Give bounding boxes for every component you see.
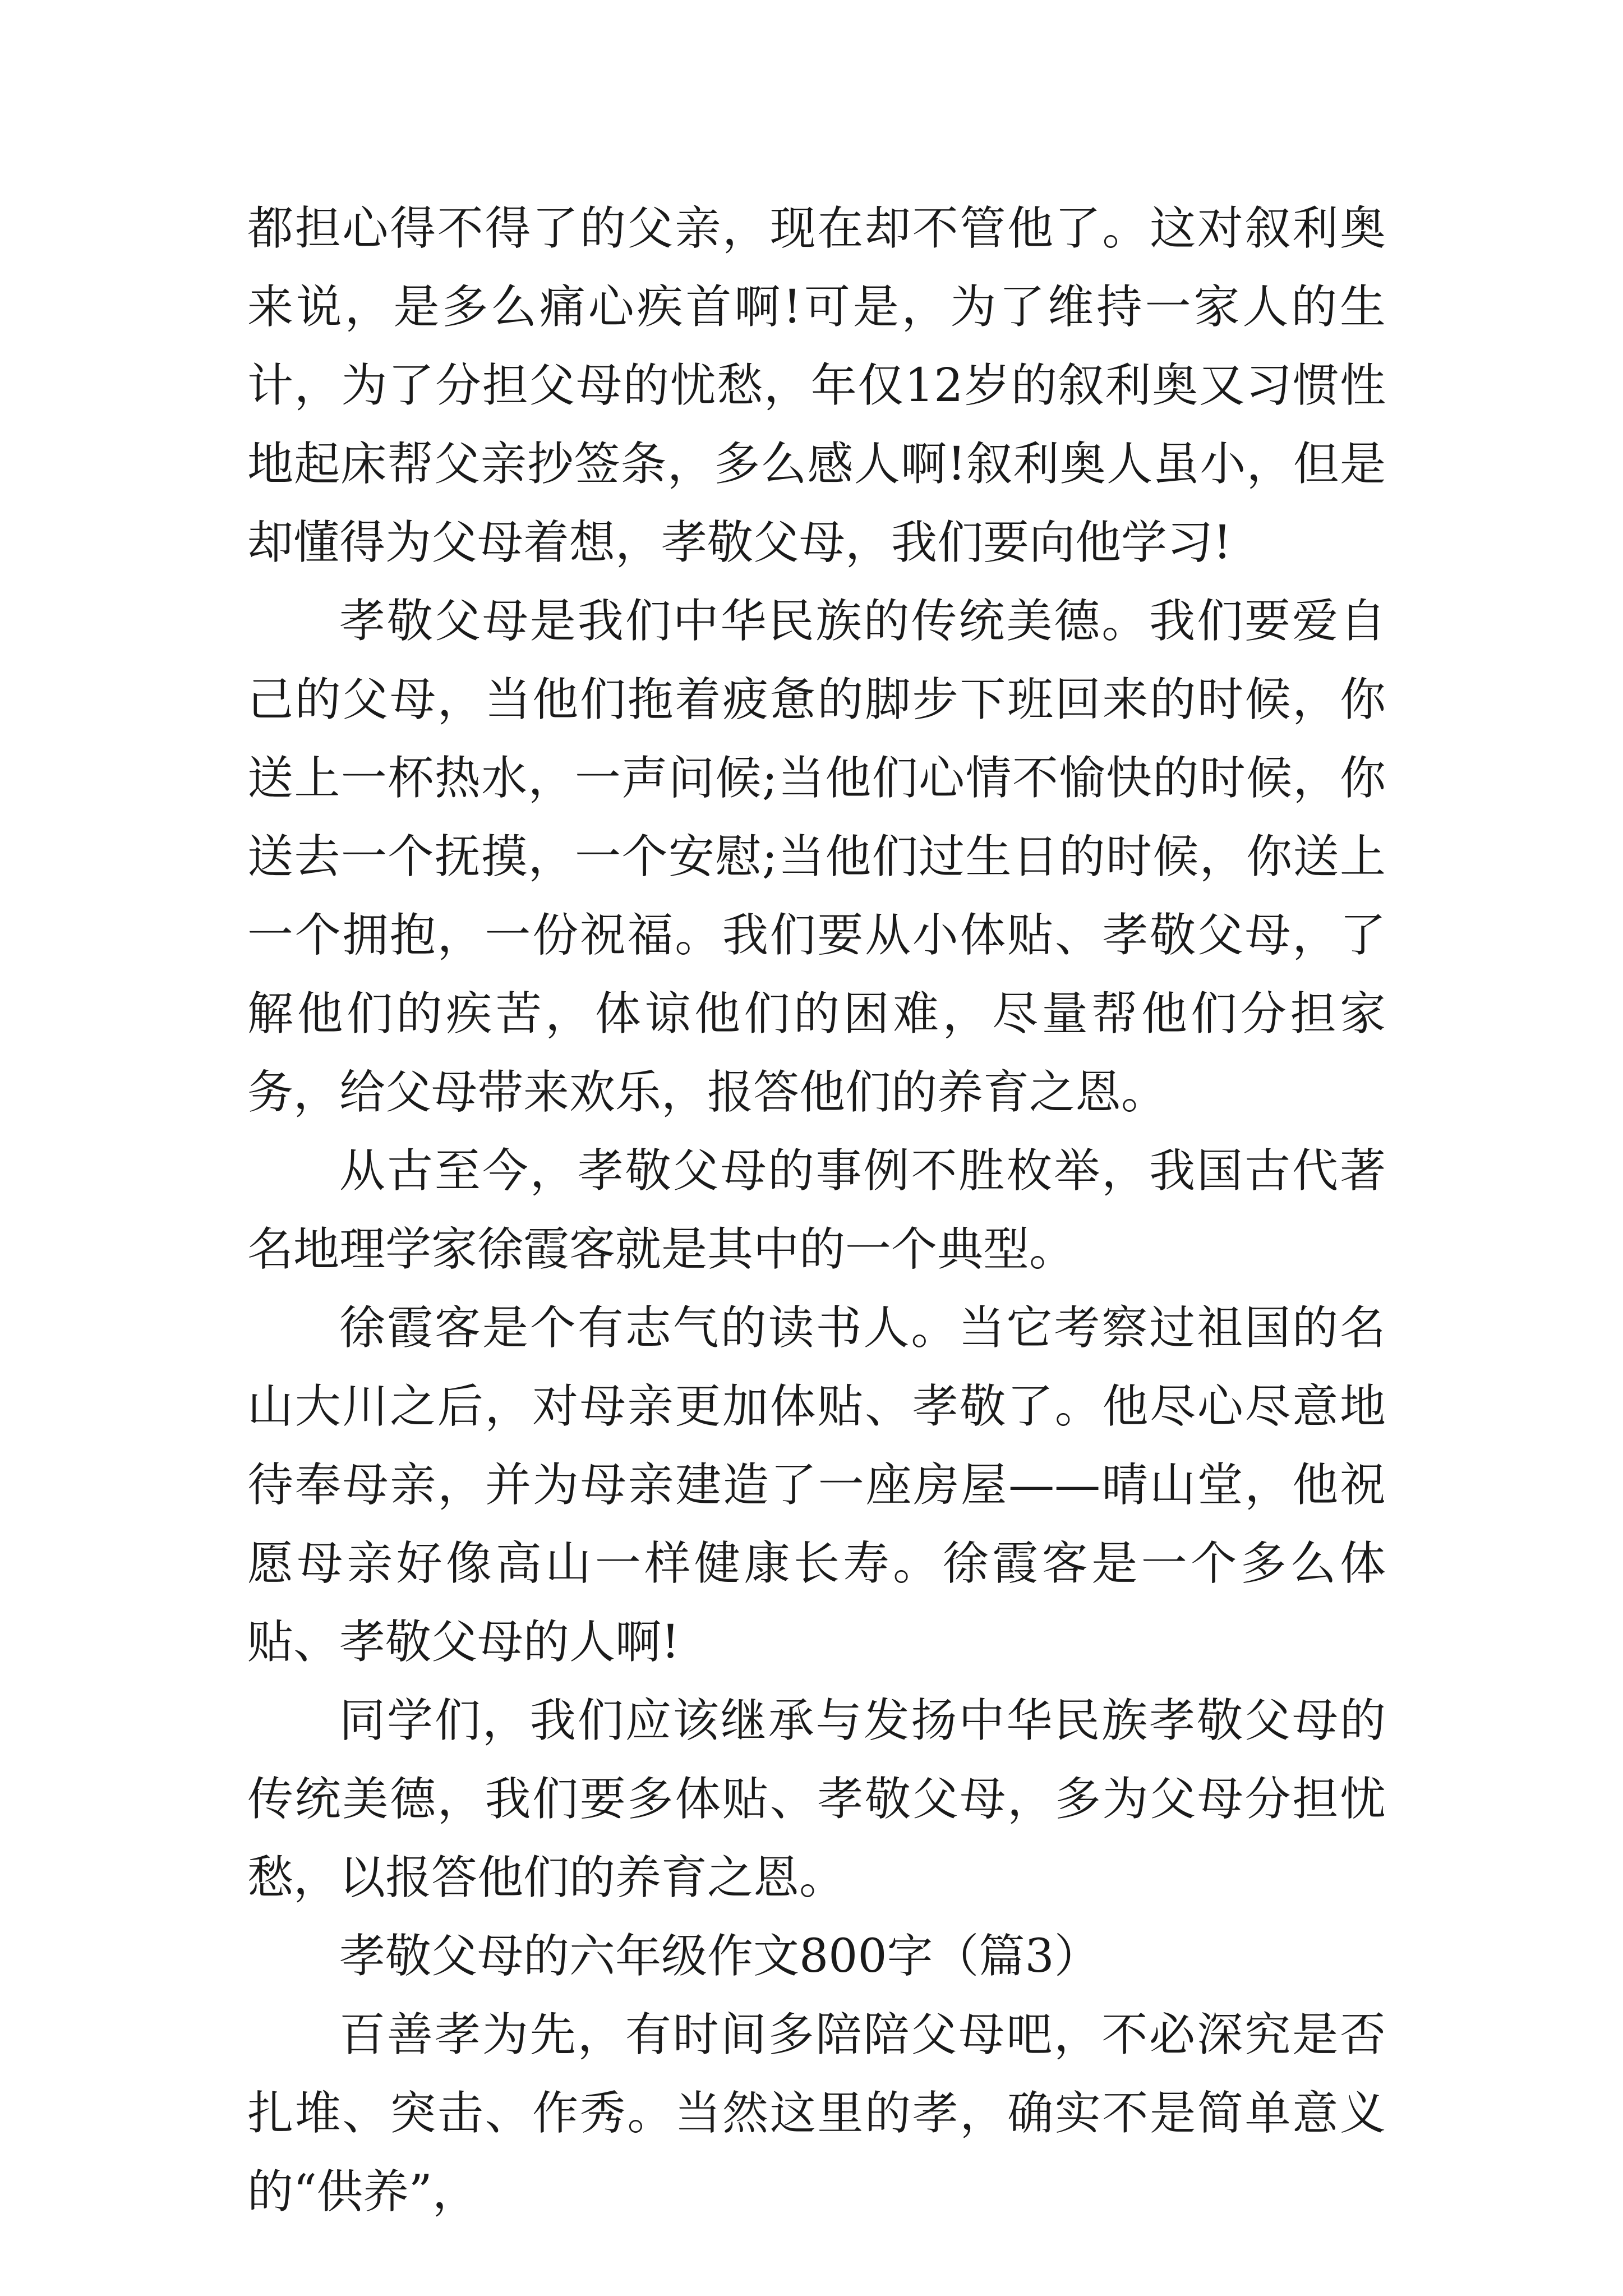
paragraph-xu-xiake: 徐霞客是个有志气的读书人。当它考察过祖国的名山大川之后，对母亲更加体贴、孝敬了。他尽心尽意地待奉母亲，并为母亲建造了一座房屋——晴山堂，他祝愿母亲好像高山一样健康长寿。徐霞客是一个多么体贴、孝敬父母的人啊!: [247, 1301, 1386, 1669]
paragraph-filial-piety-virtue: 孝敬父母是我们中华民族的传统美德。我们要爱自己的父母，当他们拖着疲惫的脚步下班回来的时候，你送上一杯热水，一声问候;当他们心情不愉快的时候，你送去一个抚摸，一个安慰;当他们过生日的时候，你送上一个拥抱，一份祝福。我们要从小体贴、孝敬父母，了解他们的疾苦，体谅他们的困难，尽量帮他们分担家务，给父母带来欢乐，报答他们的养育之恩。: [247, 595, 1386, 1119]
section-heading: 孝敬父母的六年级作文800字（篇3）: [339, 1930, 1100, 1983]
paragraph-continuation: 都担心得不得了的父亲，现在却不管他了。这对叙利奥来说，是多么痛心疾首啊!可是，为了维持一家人的生计，为了分担父母的忧愁，年仅12岁的叙利奥又习惯性地起床帮父亲抄签条，多么感人啊!叙利奥人虽小，但是却懂得为父母着想，孝敬父母，我们要向他学习!: [247, 202, 1386, 569]
paragraph-classmates-appeal: 同学们，我们应该继承与发扬中华民族孝敬父母的传统美德，我们要多体贴、孝敬父母，多为父母分担忧愁，以报答他们的养育之恩。: [247, 1694, 1386, 1904]
document-body: [247, 190, 1386, 2231]
paragraph-ancient-examples: 从古至今，孝敬父母的事例不胜枚举，我国古代著名地理学家徐霞客就是其中的一个典型。: [247, 1144, 1386, 1276]
paragraph-section3-opening: 百善孝为先，有时间多陪陪父母吧，不必深究是否扎堆、突击、作秀。当然这里的孝，确实不是简单意义的“供养”，: [247, 2008, 1386, 2219]
